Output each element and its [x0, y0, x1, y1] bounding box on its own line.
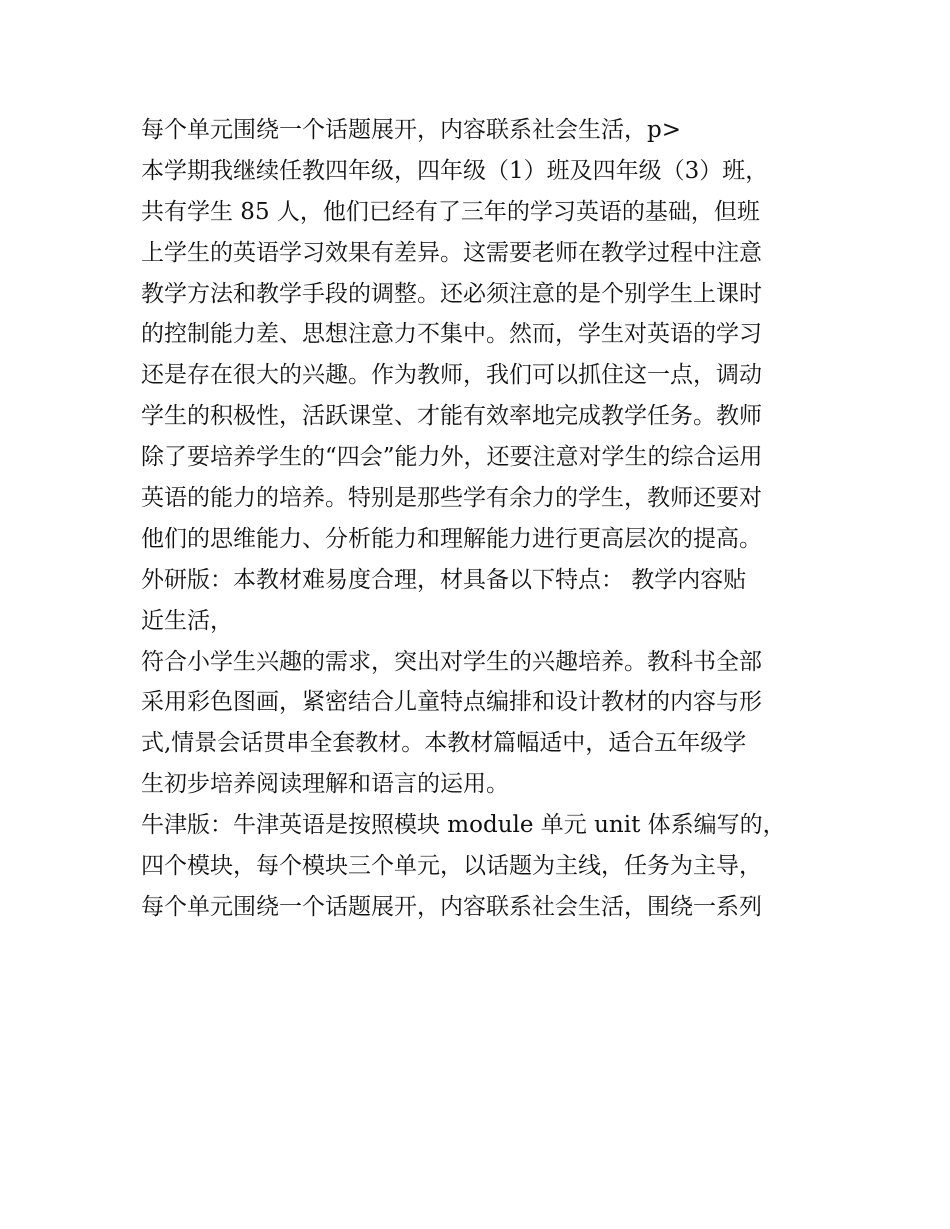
text-line: 四个模块，每个模块三个单元，以话题为主线，任务为主导， — [141, 853, 762, 880]
text-line: 式,情景会话贯串全套教材。本教材篇幅适中，适合五年级学 — [141, 730, 747, 757]
text-line: 教学方法和教学手段的调整。还必须注意的是个别学生上课时 — [141, 280, 762, 307]
text-line: 他们的思维能力、分析能力和理解能力进行更高层次的提高。 — [141, 525, 762, 552]
text-line: 外研版：本教材难易度合理，材具备以下特点： 教学内容贴 — [141, 566, 747, 593]
text-line: 每个单元围绕一个话题展开，内容联系社会生活，p> — [141, 117, 681, 143]
text-line: 符合小学生兴趣的需求，突出对学生的兴趣培养。教科书全部 — [141, 648, 762, 675]
text-line: 的控制能力差、思想注意力不集中。然而，学生对英语的学习 — [141, 321, 762, 348]
text-line: 本学期我继续任教四年级，四年级（1）班及四年级（3）班， — [141, 157, 769, 184]
text-line: 牛津版：牛津英语是按照模块 module 单元 unit 体系编写的， — [141, 812, 786, 839]
text-line: 共有学生 85 人，他们已经有了三年的学习英语的基础，但班 — [141, 198, 760, 225]
text-line: 还是存在很大的兴趣。作为教师，我们可以抓住这一点，调动 — [141, 362, 762, 389]
text-line: 学生的积极性，活跃课堂、才能有效率地完成教学任务。教师 — [141, 403, 762, 430]
text-line: 每个单元围绕一个话题展开，内容联系社会生活，围绕一系列 — [141, 893, 762, 920]
text-line: 生初步培养阅读理解和语言的运用。 — [141, 771, 509, 798]
text-line: 英语的能力的培养。特别是那些学有余力的学生，教师还要对 — [141, 485, 762, 512]
text-line: 除了要培养学生的“四会”能力外，还要注意对学生的综合运用 — [141, 444, 763, 471]
text-line: 上学生的英语学习效果有差异。这需要老师在教学过程中注意 — [141, 239, 762, 266]
text-line: 近生活， — [141, 607, 233, 634]
text-line: 采用彩色图画，紧密结合儿童特点编排和设计教材的内容与形 — [141, 689, 762, 716]
document-body — [141, 110, 821, 928]
